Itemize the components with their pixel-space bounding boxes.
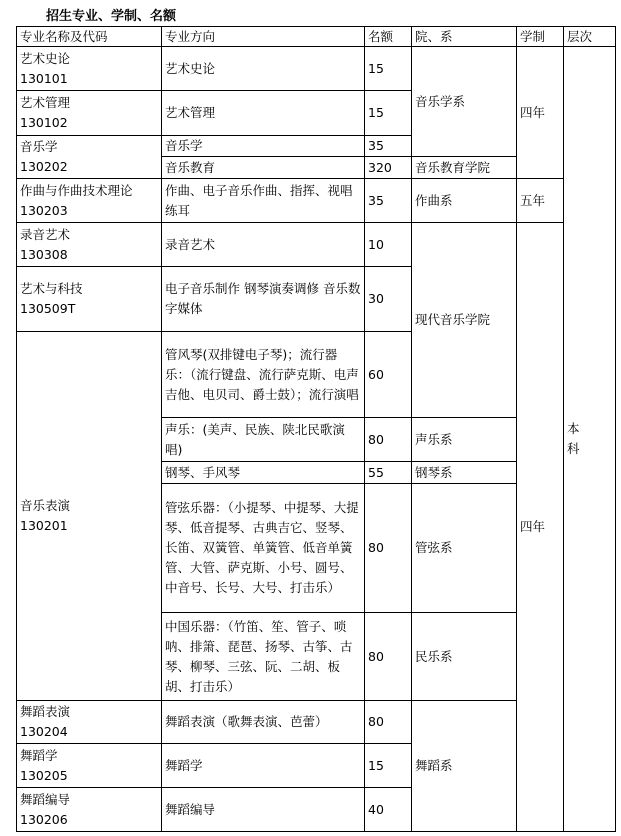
quota-cell: 55 <box>365 462 412 484</box>
quota-cell: 15 <box>365 744 412 788</box>
major-cell <box>17 91 162 136</box>
direction-cell: 录音艺术 <box>162 223 365 267</box>
table-row <box>17 179 616 223</box>
major-cell <box>17 136 162 179</box>
major-cell <box>17 267 162 332</box>
major-name: 舞蹈表演 <box>20 704 71 719</box>
quota-cell: 80 <box>365 484 412 613</box>
major-code: 130206 <box>20 811 68 827</box>
header-direction: 专业方向 <box>162 27 365 47</box>
header-level: 层次 <box>564 27 616 47</box>
duration-cell: 四年 <box>517 223 564 832</box>
major-code: 130308 <box>20 246 68 262</box>
header-quota: 名额 <box>365 27 412 47</box>
quota-cell: 30 <box>365 267 412 332</box>
quota-cell: 10 <box>365 223 412 267</box>
major-name: 艺术与科技 <box>20 281 83 296</box>
admissions-table <box>16 26 616 832</box>
major-code: 130204 <box>20 724 68 739</box>
direction-cell: 中国乐器：（竹笛、笙、管子、唢呐、排箫、琵琶、扬琴、古筝、古琴、柳琴、三弦、阮、二胡、板胡、打击乐） <box>162 613 365 701</box>
direction-cell: 音乐学 <box>162 136 365 157</box>
level-cell <box>564 47 616 832</box>
level-text: 本科 <box>567 421 580 456</box>
major-cell <box>17 47 162 91</box>
major-code: 130101 <box>20 70 68 86</box>
quota-cell: 80 <box>365 418 412 462</box>
direction-cell: 音乐教育 <box>162 157 365 179</box>
department-cell: 作曲系 <box>412 179 517 223</box>
direction-cell: 艺术史论 <box>162 47 365 91</box>
department-cell: 钢琴系 <box>412 462 517 484</box>
major-name: 舞蹈学 <box>20 747 58 763</box>
major-name: 音乐表演 <box>20 498 71 513</box>
direction-cell: 舞蹈学 <box>162 744 365 788</box>
major-code: 130102 <box>20 115 68 130</box>
header-duration: 学制 <box>517 27 564 47</box>
major-name: 艺术管理 <box>20 95 71 110</box>
department-cell: 管弦系 <box>412 484 517 613</box>
direction-cell: 舞蹈编导 <box>162 788 365 832</box>
header-department: 院、系 <box>412 27 517 47</box>
department-cell: 现代音乐学院 <box>412 223 517 418</box>
table-row <box>17 47 616 91</box>
major-name: 音乐学 <box>20 139 58 154</box>
major-name: 录音艺术 <box>20 226 71 242</box>
major-code: 130203 <box>20 202 68 218</box>
department-cell: 音乐学系 <box>412 47 517 157</box>
direction-cell: 声乐：(美声、民族、陕北民歌演唱) <box>162 418 365 462</box>
direction-cell: 电子音乐制作 钢琴演奏调修 音乐数字媒体 <box>162 267 365 332</box>
major-cell <box>17 332 162 701</box>
major-cell <box>17 788 162 832</box>
direction-cell: 舞蹈表演（歌舞表演、芭蕾） <box>162 701 365 744</box>
quota-cell: 60 <box>365 332 412 418</box>
major-cell <box>17 179 162 223</box>
major-code: 130205 <box>20 767 68 783</box>
department-cell: 舞蹈系 <box>412 701 517 832</box>
direction-cell: 艺术管理 <box>162 91 365 136</box>
direction-cell: 管弦乐器：（小提琴、中提琴、大提琴、低音提琴、古典吉它、竖琴、长笛、双簧管、单簧管、低音单簧管、大管、萨克斯、小号、圆号、中音号、长号、大号、打击乐） <box>162 484 365 613</box>
quota-cell: 35 <box>365 136 412 157</box>
major-name: 舞蹈编导 <box>20 791 71 807</box>
quota-cell: 80 <box>365 613 412 701</box>
section-title: 招生专业、学制、名额 <box>46 9 177 24</box>
major-name: 艺术史论 <box>20 50 71 66</box>
duration-cell: 四年 <box>517 47 564 179</box>
major-code: 130509T <box>20 301 76 316</box>
quota-cell: 15 <box>365 91 412 136</box>
major-name: 作曲与作曲技术理论 <box>20 182 133 198</box>
department-cell: 声乐系 <box>412 418 517 462</box>
department-cell: 民乐系 <box>412 613 517 701</box>
major-code: 130202 <box>20 159 68 174</box>
quota-cell: 40 <box>365 788 412 832</box>
direction-cell: 钢琴、手风琴 <box>162 462 365 484</box>
department-cell: 音乐教育学院 <box>412 157 517 179</box>
major-cell <box>17 701 162 744</box>
table-row <box>17 223 616 267</box>
table-header-row <box>17 27 616 47</box>
quota-cell: 15 <box>365 47 412 91</box>
duration-cell: 五年 <box>517 179 564 223</box>
quota-cell: 320 <box>365 157 412 179</box>
major-cell <box>17 223 162 267</box>
major-cell <box>17 744 162 788</box>
major-code: 130201 <box>20 518 68 533</box>
header-major: 专业名称及代码 <box>17 27 162 47</box>
direction-cell: 管风琴(双排键电子琴)；流行器乐：（流行键盘、流行萨克斯、电声吉他、电贝司、爵士鼓）；流行演唱 <box>162 332 365 418</box>
direction-cell: 作曲、电子音乐作曲、指挥、视唱练耳 <box>162 179 365 223</box>
quota-cell: 35 <box>365 179 412 223</box>
quota-cell: 80 <box>365 701 412 744</box>
